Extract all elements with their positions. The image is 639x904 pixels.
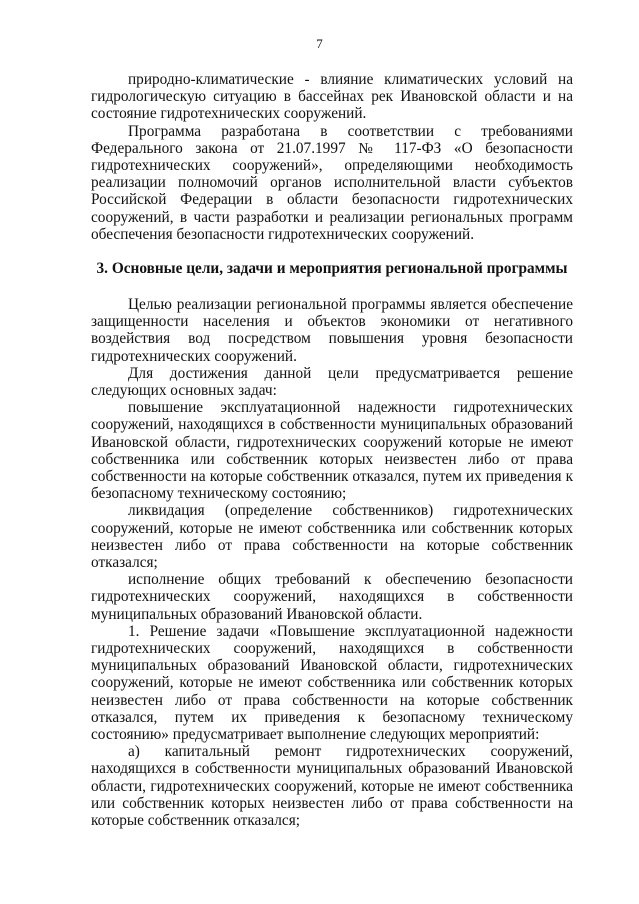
paragraph-task-1-solution: 1. Решение задачи «Повышение эксплуатационной надежности гидротехнических сооружений, находящихся в собственности муниципальных образований Ивановской области, гидротехнических сооружений, которые не имеют собственника или собственник которых неизвестен либо от права собственности на которые собственник отказался, путем их приведения к безопасному техническому состоянию» предусматривает выполнение следующих мероприятий: bbox=[91, 622, 573, 744]
paragraph-federal-law: Программа разработана в соответствии с требованиями Федерального закона от 21.07.1997 № 117-ФЗ «О безопасности гидротехнических сооружений», определяющими необходимость реализации полномочий органов исполнительной власти субъектов Российской Федерации в области безопасности гидротехнических сооружений, в части разработки и реализации региональных программ обеспечения безопасности гидротехнических сооружений. bbox=[91, 122, 573, 243]
section-text-block bbox=[91, 296, 573, 829]
section-heading: 3. Основные цели, задачи и мероприятия региональной программы bbox=[96, 260, 568, 277]
paragraph-task-requirements: исполнение общих требований к обеспечению безопасности гидротехнических сооружений, находящихся в собственности муниципальных образований Ивановской области. bbox=[91, 571, 573, 623]
page-number: 7 bbox=[316, 36, 323, 51]
paragraph-task-reliability: повышение эксплуатационной надежности гидротехнических сооружений, находящихся в собственности муниципальных образований Ивановской области, гидротехнических сооружений которые не имеют собственника или собственник которых неизвестен либо от права собственности на которые собственник отказался, путем их приведения к безопасному техническому состоянию; bbox=[91, 399, 573, 503]
paragraph-tasks-intro: Для достижения данной цели предусматривается решение следующих основных задач: bbox=[91, 364, 573, 400]
intro-text-block bbox=[91, 71, 573, 243]
paragraph-task-liquidation: ликвидация (определение собственников) гидротехнических сооружений, которые не имеют собственника или собственник которых неизвестен либо от права собственности на которые собственник отказался; bbox=[91, 502, 573, 572]
paragraph-climatic-factors: природно-климатические - влияние климатических условий на гидрологическую ситуацию в бассейнах рек Ивановской области и на состояние гидротехнических сооружений. bbox=[91, 71, 573, 123]
paragraph-measure-a: а) капитальный ремонт гидротехнических сооружений, находящихся в собственности муниципальных образований Ивановской области, гидротехнических сооружений, которые не имеют собственника или собственник которых неизвестен либо от права собственности на которые собственник отказался; bbox=[91, 743, 573, 830]
paragraph-program-goal: Целью реализации региональной программы является обеспечение защищенности населения и объектов экономики от негативного воздействия вод посредством повышения уровня безопасности гидротехнических сооружений. bbox=[91, 296, 573, 365]
